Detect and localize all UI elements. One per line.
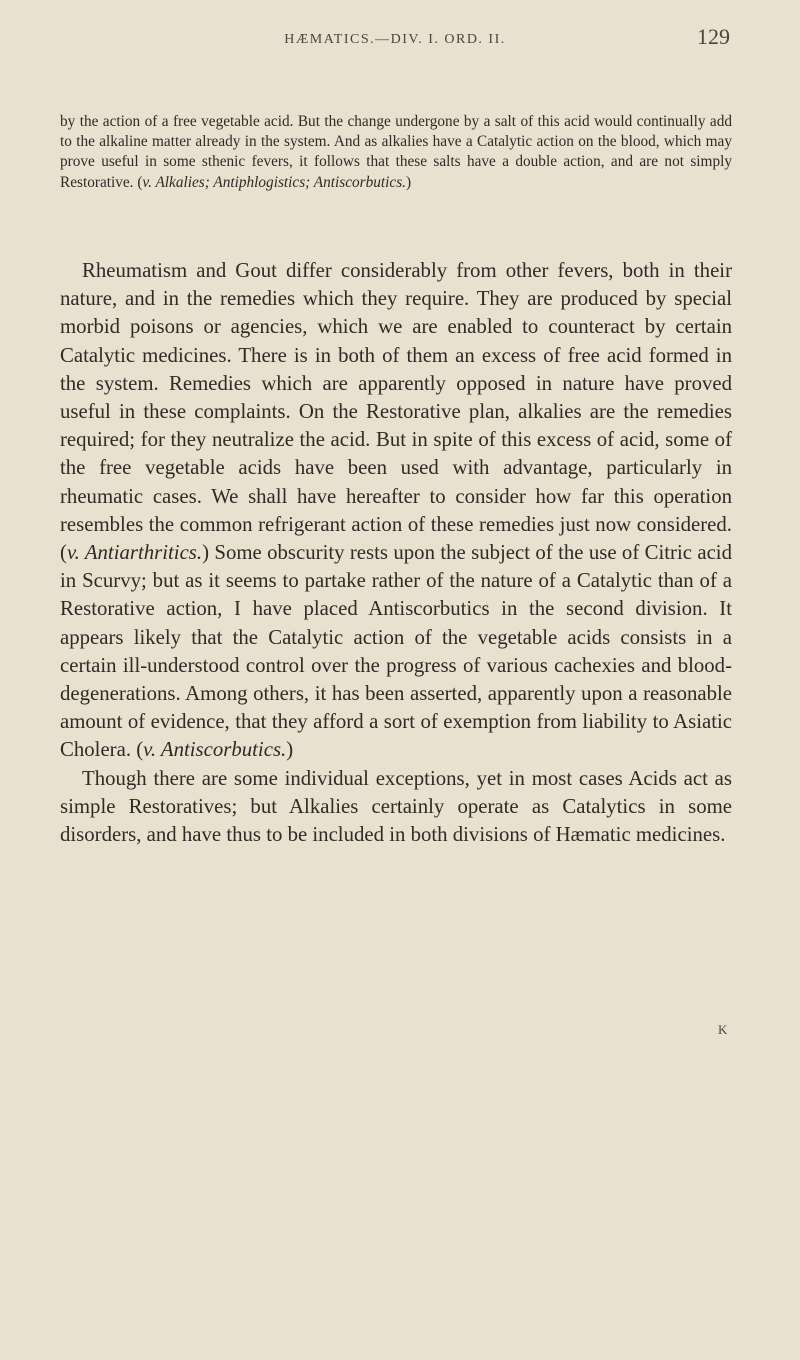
cross-reference: v. Antiarthritics. xyxy=(66,541,203,565)
paragraph-text: ) xyxy=(286,738,294,762)
body-text xyxy=(60,257,732,849)
cross-reference: v. Alkalies; Antiphlogistics; Antiscorbutics. xyxy=(142,173,406,191)
paragraph-exceptions: Though there are some individual exceptions, yet in most cases Acids act as simple Restoratives; but Alkalies certainly operate as Catalytics in some disorders, and have thus to be included in both divisions of Hæmatic medicines. xyxy=(60,766,732,847)
continued-paragraph xyxy=(60,112,732,193)
running-head: HÆMATICS.—DIV. I. ORD. II. xyxy=(284,32,506,47)
paragraph-text: ) Some obscurity rests upon the subject of the use of Citric acid in Scurvy; but as it seems to partake rather of the nature of a Catalytic than of a Restorative action, I have placed Antiscorbutics in the second division. It appears likely that the Catalytic action of the vegetable acids consists in a certain ill-understood control over the progress of various cachexies and blood-degenerations. Among others, it has been asserted, apparently upon a reasonable amount of evidence, that they afford a sort of exemption from liability to Asiatic Cholera. ( xyxy=(60,541,732,762)
page-header xyxy=(60,24,730,64)
page-number: 129 xyxy=(697,24,730,49)
signature-mark: K xyxy=(718,1022,728,1037)
cross-reference: v. Antiscorbutics. xyxy=(143,738,287,762)
continued-text-end: ) xyxy=(406,173,412,191)
paragraph-text: Rheumatism and Gout differ considerably from other fevers, both in their nature, and in the remedies which they require. They are produced by special morbid poisons or agencies, which we are enabled to counteract by certain Catalytic medicines. There is in both of them an excess of free acid formed in the system. Remedies which are apparently opposed in nature have proved useful in these complaints. On the Restorative plan, alkalies are the remedies required; for they neutralize the acid. But in spite of this excess of acid, some of the free vegetable acids have been used with advantage, particularly in rheumatic cases. We shall have hereafter to consider how far this operation resembles the common refrigerant action of these remedies just now considered. ( xyxy=(60,259,732,565)
continued-text: by the action of a free vegetable acid. But the change undergone by a salt of this acid would continually add to the alkaline matter already in the system. And as alkalies have a Catalytic action on the blood, which may prove useful in some sthenic fevers, it follows that these salts have a double action, and are not simply Restorative. ( xyxy=(60,113,732,191)
paragraph-rheumatism xyxy=(60,257,732,765)
